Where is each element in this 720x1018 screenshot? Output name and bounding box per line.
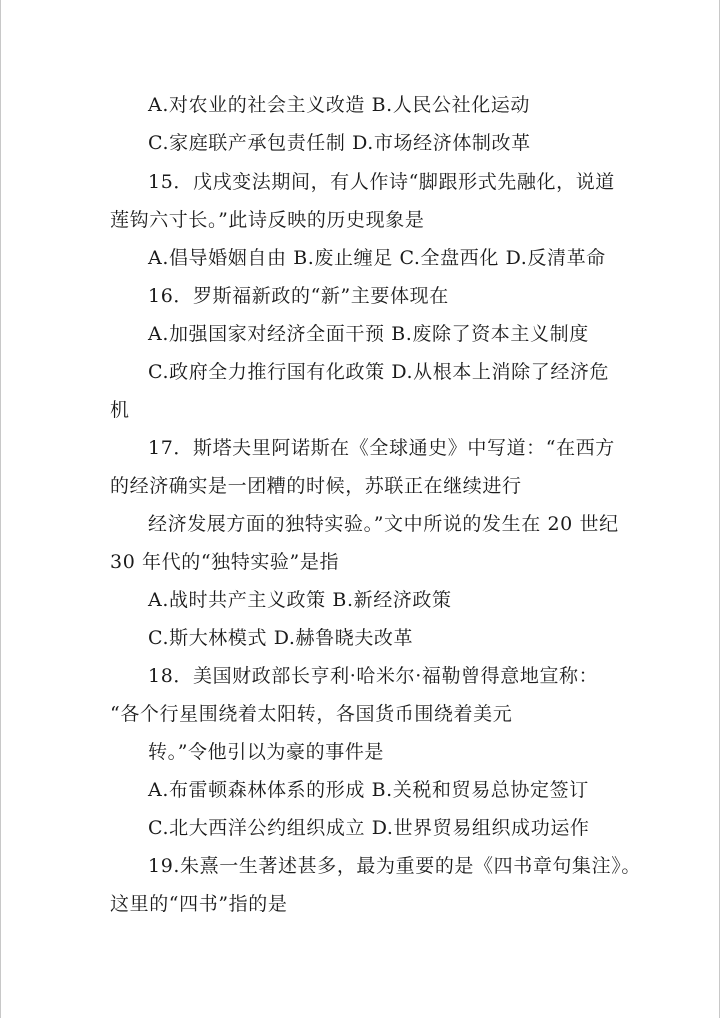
- question-19-stem: 19.朱熹一生著述甚多，最为重要的是《四书章句集注》。: [148, 855, 641, 877]
- question-18-stem-cont-1: “各个行星围绕着太阳转，各国货币围绕着美元: [110, 703, 513, 725]
- option-line-q16-cd-cont: 机: [110, 399, 130, 421]
- option-line-q17-ab: A.战时共产主义政策 B.新经济政策: [148, 589, 452, 611]
- question-17-stem-cont-3: 30 年代的“独特实验”是指: [110, 551, 340, 573]
- option-line-q16-cd: C.政府全力推行国有化政策 D.从根本上消除了经济危: [148, 361, 610, 383]
- option-line-q14-cd: C.家庭联产承包责任制 D.市场经济体制改革: [148, 132, 531, 154]
- question-18-stem-cont-2: 转。”令他引以为豪的事件是: [148, 741, 385, 763]
- question-17-stem: 17．斯塔夫里阿诺斯在《全球通史》中写道：“在西方: [148, 437, 615, 459]
- option-line-q18-cd: C.北大西洋公约组织成立 D.世界贸易组织成功运作: [148, 817, 590, 839]
- option-line-q15: A.倡导婚姻自由 B.废止缠足 C.全盘西化 D.反清革命: [148, 247, 606, 269]
- question-17-stem-cont-2: 经济发展方面的独特实验。”文中所说的发生在 20 世纪: [148, 513, 619, 535]
- question-19-stem-cont: 这里的“四书”指的是: [110, 893, 288, 915]
- option-line-q17-cd: C.斯大林模式 D.赫鲁晓夫改革: [148, 627, 414, 649]
- question-17-stem-cont-1: 的经济确实是一团糟的时候，苏联正在继续进行: [110, 475, 522, 497]
- question-15-stem: 15．戊戌变法期间，有人作诗“脚跟形式先融化，说道: [148, 171, 615, 193]
- option-line-q18-ab: A.布雷顿森林体系的形成 B.关税和贸易总协定签订: [148, 779, 589, 801]
- question-15-stem-cont: 莲钩六寸长。”此诗反映的历史现象是: [110, 209, 425, 231]
- option-line-q14-ab: A.对农业的社会主义改造 B.人民公社化运动: [148, 94, 531, 116]
- option-line-q16-ab: A.加强国家对经济全面干预 B.废除了资本主义制度: [148, 323, 589, 345]
- question-18-stem: 18．美国财政部长亨利·哈米尔·福勒曾得意地宣称：: [148, 665, 599, 687]
- question-16-stem: 16．罗斯福新政的“新”主要体现在: [148, 285, 449, 307]
